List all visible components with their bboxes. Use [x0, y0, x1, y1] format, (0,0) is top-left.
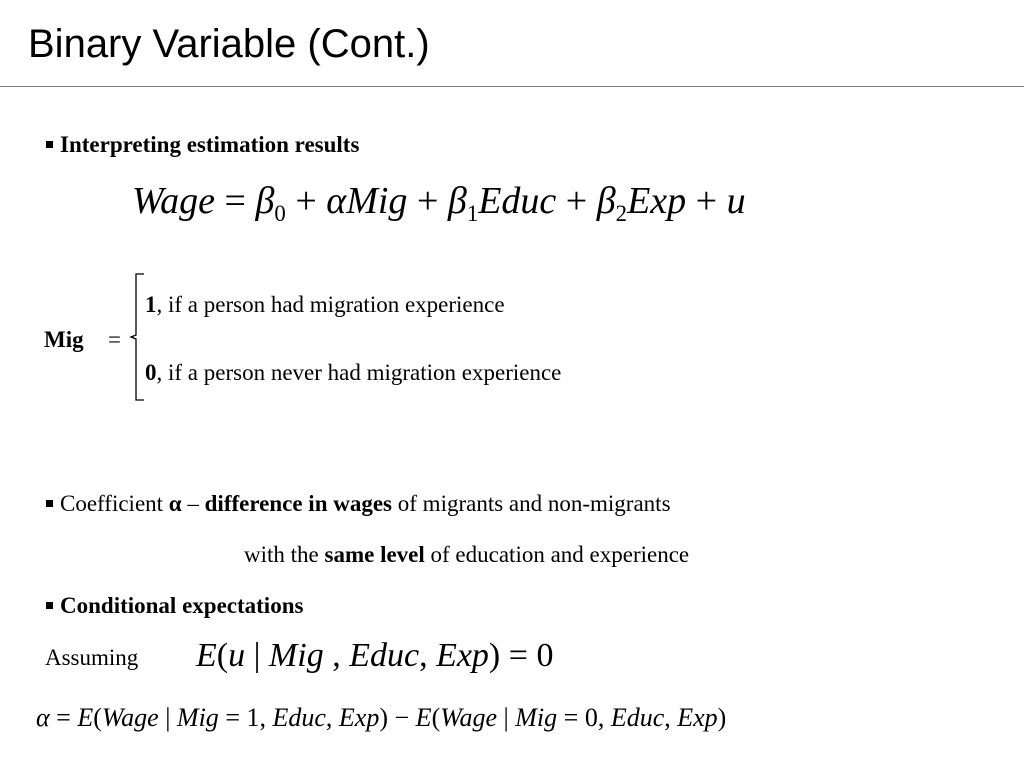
- eq1-sub2: 2: [615, 200, 628, 226]
- eq3-bar2: |: [497, 703, 516, 732]
- eq3-E2: E: [415, 703, 432, 732]
- mig-case-zero: [145, 359, 561, 387]
- eq1-wage: Wage: [132, 180, 216, 222]
- eq2-E: E: [196, 637, 217, 674]
- eq3-wage1: Wage: [101, 703, 159, 732]
- eq2-comma2: ,: [419, 637, 437, 674]
- coef-line2-prefix: with the: [244, 542, 325, 567]
- bullet-coefficient: [46, 490, 671, 518]
- eq1-plus2: +: [407, 180, 448, 222]
- eq2-mig: Mig: [268, 637, 324, 674]
- eq3-exp2: Exp: [677, 703, 718, 732]
- eq1-sub1: 1: [466, 200, 479, 226]
- coef-rest: of migrants and non-migrants: [392, 491, 671, 516]
- eq3-comma3: ,: [597, 703, 611, 732]
- assuming-label: Assuming: [45, 645, 139, 670]
- eq3-zero: 0: [584, 703, 598, 732]
- eq3-comma2: ,: [325, 703, 339, 732]
- section-heading-conditional: Conditional expectations: [60, 593, 304, 618]
- eq3-alpha: α: [36, 703, 50, 732]
- case-zero-value: 0: [145, 360, 157, 385]
- eq3-open2: (: [431, 703, 441, 732]
- eq2-open: (: [216, 637, 229, 674]
- regression-equation: [132, 178, 746, 224]
- eq3-comma4: ,: [664, 703, 678, 732]
- eq1-exp: Exp: [627, 180, 687, 222]
- eq1-alpha: α: [326, 180, 347, 222]
- square-bullet-icon: [46, 602, 53, 609]
- eq2-comma1: ,: [323, 637, 350, 674]
- eq3-bar1: |: [158, 703, 177, 732]
- bullet-conditional: [46, 592, 303, 620]
- eq3-mig1: Mig: [176, 703, 219, 732]
- mig-case-one: [145, 291, 505, 319]
- eq2-educ: Educ: [349, 637, 420, 674]
- eq3-equals: =: [49, 703, 78, 732]
- coef-bold-phrase: difference in wages: [204, 491, 393, 516]
- eq3-one: 1: [246, 703, 260, 732]
- eq1-sub0: 0: [274, 200, 286, 226]
- eq1-equals: =: [215, 180, 256, 222]
- eq1-educ: Educ: [478, 180, 557, 222]
- eq2-exp: Exp: [436, 637, 489, 674]
- case-one-text: , if a person had migration experience: [156, 292, 505, 317]
- eq2-u: u: [228, 637, 246, 674]
- eq3-eq1: =: [218, 703, 247, 732]
- eq1-plus4: +: [686, 180, 727, 222]
- eq2-bar: |: [245, 637, 269, 674]
- eq3-educ2: Educ: [610, 703, 665, 732]
- eq3-exp1: Exp: [338, 703, 380, 732]
- coef-dash: –: [181, 491, 205, 516]
- mig-label: Mig: [44, 327, 84, 352]
- slide-title: Binary Variable (Cont.): [28, 22, 430, 66]
- eq2-close: ): [488, 637, 501, 674]
- eq3-educ1: Educ: [272, 703, 326, 732]
- eq3-comma1: ,: [259, 703, 273, 732]
- eq1-beta0: β: [255, 180, 275, 222]
- eq3-wage2: Wage: [440, 703, 498, 732]
- eq3-E1: E: [77, 703, 94, 732]
- eq3-minus: −: [388, 703, 416, 732]
- case-one-value: 1: [145, 292, 157, 317]
- coef-line2-rest: of education and experience: [424, 542, 690, 567]
- eq1-beta2: β: [596, 180, 616, 222]
- bullet-interpreting: [46, 131, 359, 159]
- coef-prefix: Coefficient: [60, 491, 169, 516]
- eq2-equals: =: [500, 637, 537, 674]
- eq1-mig: Mig: [346, 180, 408, 222]
- eq3-close2: ): [717, 703, 727, 732]
- eq3-eq2: =: [557, 703, 585, 732]
- eq1-plus3: +: [556, 180, 597, 222]
- mig-equals: =: [108, 327, 121, 352]
- coef-line2-bold: same level: [324, 542, 425, 567]
- case-zero-text: , if a person never had migration experience: [156, 360, 562, 385]
- coefficient-line-two: [244, 541, 689, 569]
- alpha-difference-equation: [36, 700, 726, 736]
- eq3-open1: (: [93, 703, 102, 732]
- section-heading-interpreting: Interpreting estimation results: [60, 132, 360, 157]
- eq1-beta1: β: [447, 180, 467, 222]
- square-bullet-icon: [46, 141, 53, 148]
- square-bullet-icon: [46, 500, 53, 507]
- eq2-zero: 0: [536, 637, 554, 674]
- eq3-close1: ): [379, 703, 388, 732]
- title-divider: [0, 86, 1024, 87]
- coef-alpha: α: [168, 491, 182, 516]
- zero-conditional-mean-equation: [196, 634, 553, 678]
- eq3-mig2: Mig: [515, 703, 558, 732]
- eq1-plus1: +: [285, 180, 327, 222]
- eq1-u: u: [726, 180, 746, 222]
